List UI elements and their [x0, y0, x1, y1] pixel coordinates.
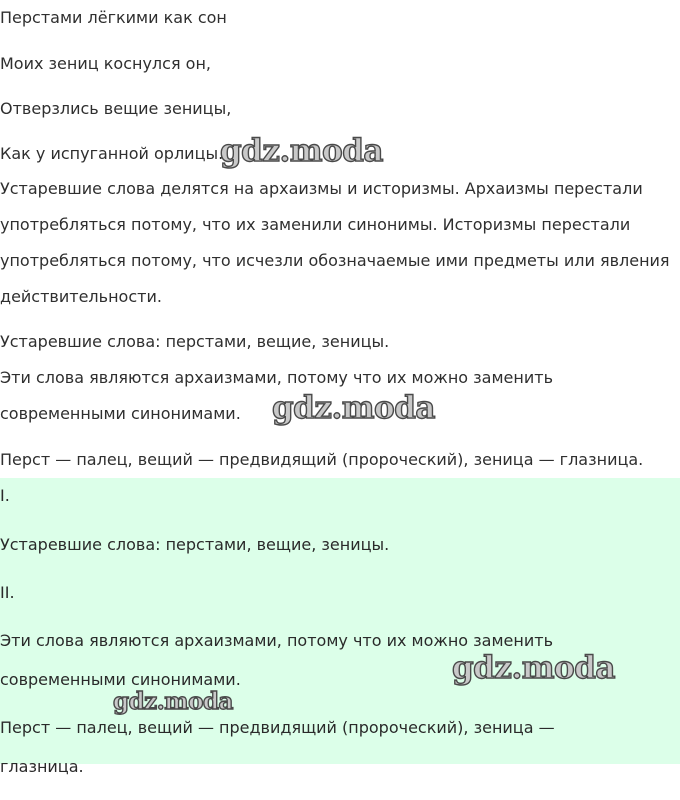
green-answer-section: [0, 478, 680, 776]
explanation-line-1: Устаревшие слова делятся на архаизмы и историзмы. Архаизмы перестали: [0, 179, 643, 198]
answer-synonyms: Перст — палец, вещий — предвидящий (пророческий), зеница — глазница.: [0, 450, 644, 469]
poem-line-1: Перстами лёгкими как сон: [0, 8, 227, 27]
answer-obsolete-words: Устаревшие слова: перстами, вещие, зеницы.: [0, 332, 390, 351]
poem-line-4: Как у испуганной орлицы.: [0, 144, 224, 163]
poem-line-3: Отверзлись вещие зеницы,: [0, 99, 232, 118]
explanation-line-2: употребляться потому, что их заменили синонимы. Историзмы перестали: [0, 215, 631, 234]
answer-reason-line-1: Эти слова являются архаизмами, потому что их можно заменить: [0, 368, 553, 387]
green-synonyms-line-2: глазница.: [0, 757, 84, 776]
green-synonyms-line-1: Перст — палец, вещий — предвидящий (пророческий), зеница —: [0, 718, 555, 737]
green-obsolete-words: Устаревшие слова: перстами, вещие, зеницы.: [0, 535, 390, 554]
watermark-logo: gdz.moda: [452, 650, 615, 686]
answer-reason-line-2: современными синонимами.: [0, 404, 241, 423]
section-marker-2: II.: [0, 583, 15, 602]
section-marker-1: I.: [0, 486, 10, 505]
explanation-line-3: употребляться потому, что исчезли обозначаемые ими предметы или явления: [0, 251, 670, 270]
watermark-logo: gdz.moda: [113, 688, 233, 715]
poem-line-2: Моих зениц коснулся он,: [0, 54, 211, 73]
green-reason-line-1: Эти слова являются архаизмами, потому что их можно заменить: [0, 631, 553, 650]
green-reason-line-2: современными синонимами.: [0, 670, 241, 689]
watermark-logo: gdz.moda: [220, 133, 383, 169]
explanation-line-4: действительности.: [0, 287, 162, 306]
watermark-logo: gdz.moda: [272, 390, 435, 426]
